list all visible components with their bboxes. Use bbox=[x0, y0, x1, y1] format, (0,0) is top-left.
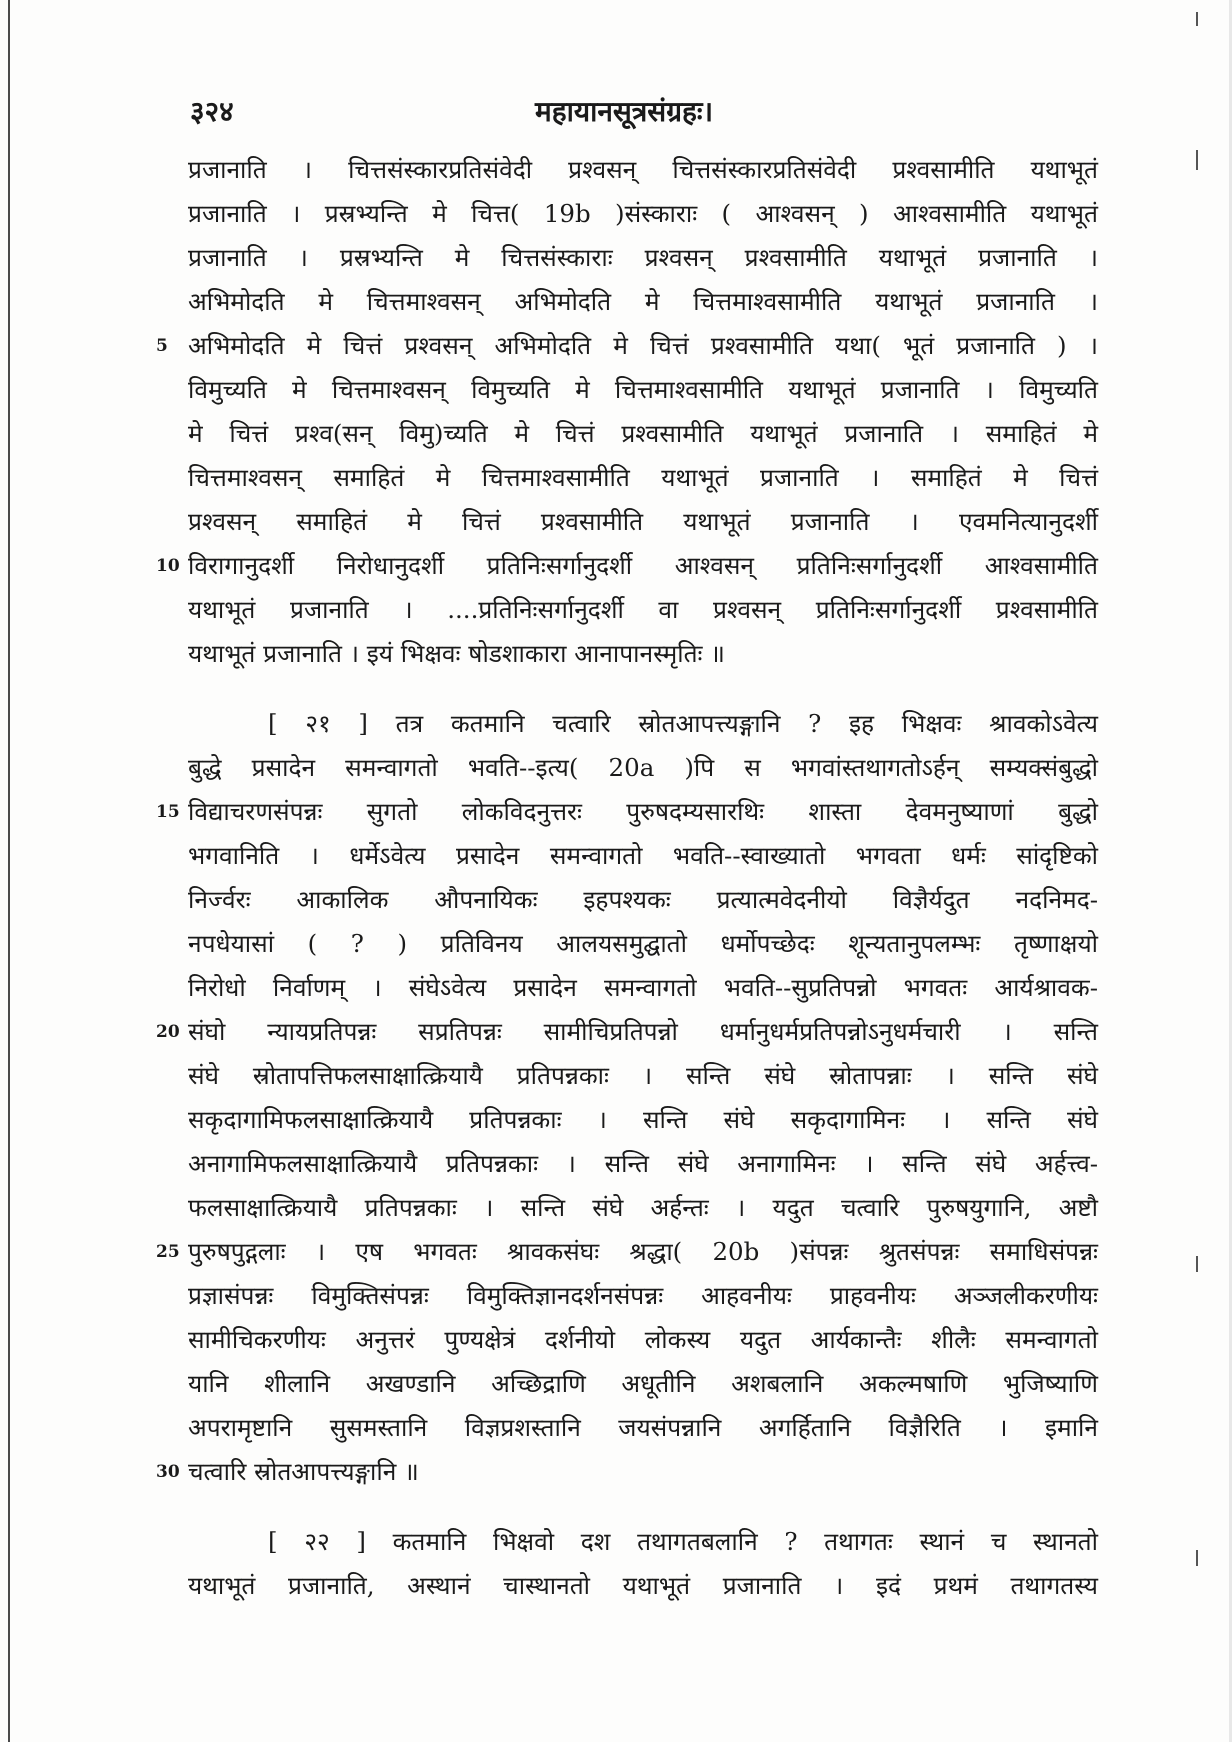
line-text: विरागानुदर्शी निरोधानुदर्शी प्रतिनिःसर्गानुदर्शी आश्वसन् प्रतिनिःसर्गानुदर्शी आश्वसामीति bbox=[188, 551, 1098, 580]
text-line bbox=[188, 966, 1098, 1010]
line-text: चित्तमाश्वसन् समाहितं मे चित्तमाश्वसामीति यथाभूतं प्रजानाति । समाहितं मे चित्तं bbox=[188, 463, 1098, 492]
line-text: नपधेयासां ( ? ) प्रतिविनय आलयसमुद्घातो धर्मोपच्छेदः शून्यतानुपलम्भः तृष्णाक्षयो bbox=[188, 929, 1098, 958]
text-line bbox=[188, 702, 1098, 746]
text-line bbox=[188, 412, 1098, 456]
line-text: चत्वारि स्रोतआपत्त्यङ्गानि ॥ bbox=[188, 1457, 419, 1486]
line-text: संघे स्रोतापत्तिफलसाक्षात्क्रियायै प्रतिपन्नकाः । सन्ति संघे स्रोतापन्नाः । सन्ति संघे bbox=[188, 1061, 1098, 1090]
line-text: प्रज्ञासंपन्नः विमुक्तिसंपन्नः विमुक्तिज्ञानदर्शनसंपन्नः आहवनीयः प्राहवनीयः अञ्जलीकरणीयः bbox=[188, 1281, 1098, 1310]
line-number: 15 bbox=[156, 802, 180, 822]
paragraph bbox=[156, 702, 1098, 1494]
line-text: यथाभूतं प्रजानाति । ....प्रतिनिःसर्गानुदर्शी वा प्रश्वसन् प्रतिनिःसर्गानुदर्शी प्रश्वसामीति bbox=[188, 595, 1098, 624]
line-text: मे चित्तं प्रश्व(सन् विमु)च्यति मे चित्तं प्रश्वसामीति यथाभूतं प्रजानाति । समाहितं मे bbox=[188, 419, 1098, 448]
margin-mark bbox=[1196, 150, 1198, 170]
line-text: यथाभूतं प्रजानाति, अस्थानं चास्थानतो यथाभूतं प्रजानाति । इदं प्रथमं तथागतस्य bbox=[188, 1571, 1098, 1600]
text-line bbox=[188, 500, 1098, 544]
page-left-edge bbox=[8, 0, 10, 1742]
text-line bbox=[188, 1274, 1098, 1318]
body-text bbox=[156, 148, 1098, 1608]
line-text: अभिमोदति मे चित्तं प्रश्वसन् अभिमोदति मे चित्तं प्रश्वसामीति यथा( भूतं प्रजानाति ) । bbox=[188, 331, 1098, 360]
text-line bbox=[156, 790, 1098, 834]
line-text: प्रश्वसन् समाहितं मे चित्तं प्रश्वसामीति यथाभूतं प्रजानाति । एवमनित्यानुदर्शी bbox=[188, 507, 1098, 536]
text-line bbox=[188, 1318, 1098, 1362]
running-head bbox=[0, 92, 1232, 132]
paragraph-gap bbox=[188, 1494, 1098, 1520]
line-text: [ २१ ] तत्र कतमानि चत्वारि स्रोतआपत्त्यङ्गानि ? इह भिक्षवः श्रावकोऽवेत्य bbox=[268, 709, 1098, 738]
line-text: निर्ज्वरः आकालिक औपनायिकः इहपश्यकः प्रत्यात्मवेदनीयो विज्ञैर्यदुत नदनिमद- bbox=[188, 885, 1098, 914]
line-text: सकृदागामिफलसाक्षात्क्रियायै प्रतिपन्नकाः । सन्ति संघे सकृदागामिनः । सन्ति संघे bbox=[188, 1105, 1098, 1134]
text-line bbox=[156, 1010, 1098, 1054]
text-line bbox=[156, 1230, 1098, 1274]
text-line bbox=[188, 1054, 1098, 1098]
line-number: 25 bbox=[156, 1242, 180, 1262]
paragraph bbox=[188, 1520, 1098, 1608]
line-text: अभिमोदति मे चित्तमाश्वसन् अभिमोदति मे चित्तमाश्वसामीति यथाभूतं प्रजानाति । bbox=[188, 287, 1098, 316]
book-title: महायानसूत्रसंग्रहः। bbox=[535, 95, 714, 128]
line-text: विमुच्यति मे चित्तमाश्वसन् विमुच्यति मे चित्तमाश्वसामीति यथाभूतं प्रजानाति । विमुच्यति bbox=[188, 375, 1098, 404]
text-line bbox=[188, 632, 1098, 676]
text-line bbox=[188, 368, 1098, 412]
line-text: प्रजानाति । प्रस्रभ्यन्ति मे चित्तसंस्काराः प्रश्वसन् प्रश्वसामीति यथाभूतं प्रजानाति । bbox=[188, 243, 1098, 272]
text-line bbox=[188, 746, 1098, 790]
line-text: पुरुषपुद्गलाः । एष भगवतः श्रावकसंघः श्रद्धा( 20b )संपन्नः श्रुतसंपन्नः समाधिसंपन्नः bbox=[188, 1237, 1098, 1266]
line-text: निरोधो निर्वाणम् । संघेऽवेत्य प्रसादेन समन्वागतो भवति--सुप्रतिपन्नो भगवतः आर्यश्रावक- bbox=[188, 973, 1098, 1002]
text-line bbox=[188, 1564, 1098, 1608]
text-line bbox=[188, 1520, 1098, 1564]
line-number: 30 bbox=[156, 1462, 180, 1482]
paragraph bbox=[156, 148, 1098, 676]
text-line bbox=[188, 192, 1098, 236]
text-line bbox=[188, 1142, 1098, 1186]
text-line bbox=[156, 324, 1098, 368]
line-text: बुद्धे प्रसादेन समन्वागतो भवति--इत्य( 20a )पि स भगवांस्तथागतोऽर्हन् सम्यक्संबुद्धो bbox=[188, 753, 1098, 782]
text-line bbox=[188, 1186, 1098, 1230]
text-line bbox=[156, 1450, 1098, 1494]
text-line bbox=[188, 1098, 1098, 1142]
line-number: 20 bbox=[156, 1022, 180, 1042]
text-line bbox=[188, 1362, 1098, 1406]
text-line bbox=[188, 922, 1098, 966]
line-number: 5 bbox=[156, 336, 168, 356]
text-line bbox=[188, 834, 1098, 878]
text-line bbox=[188, 148, 1098, 192]
margin-mark bbox=[1196, 12, 1198, 26]
text-line bbox=[188, 1406, 1098, 1450]
line-number: 10 bbox=[156, 556, 180, 576]
line-text: यथाभूतं प्रजानाति । इयं भिक्षवः षोडशाकारा आनापानस्मृतिः ॥ bbox=[188, 639, 725, 668]
line-text: प्रजानाति । प्रस्रभ्यन्ति मे चित्त( 19b )संस्काराः ( आश्वसन् ) आश्वसामीति यथाभूतं bbox=[188, 199, 1098, 228]
line-text: प्रजानाति । चित्तसंस्कारप्रतिसंवेदी प्रश्वसन् चित्तसंस्कारप्रतिसंवेदी प्रश्वसामीति यथाभूतं bbox=[188, 155, 1098, 184]
margin-mark bbox=[1196, 1256, 1198, 1272]
line-text: भगवानिति । धर्मेऽवेत्य प्रसादेन समन्वागतो भवति--स्वाख्यातो भगवता धर्मः सांदृष्टिको bbox=[188, 841, 1098, 870]
text-line bbox=[188, 280, 1098, 324]
text-line bbox=[156, 544, 1098, 588]
paragraph-gap bbox=[188, 676, 1098, 702]
line-text: फलसाक्षात्क्रियायै प्रतिपन्नकाः । सन्ति संघे अर्हन्तः । यदुत चत्वारि पुरुषयुगानि, अष्टौ bbox=[188, 1193, 1098, 1222]
page-number: ३२४ bbox=[190, 95, 234, 128]
line-text: विद्याचरणसंपन्नः सुगतो लोकविदनुत्तरः पुरुषदम्यसारथिः शास्ता देवमनुष्याणां बुद्धो bbox=[188, 797, 1098, 826]
line-text: अनागामिफलसाक्षात्क्रियायै प्रतिपन्नकाः । सन्ति संघे अनागामिनः । सन्ति संघे अर्हत्त्व- bbox=[188, 1149, 1098, 1178]
text-line bbox=[188, 878, 1098, 922]
line-text: सामीचिकरणीयः अनुत्तरं पुण्यक्षेत्रं दर्शनीयो लोकस्य यदुत आर्यकान्तैः शीलैः समन्वागतो bbox=[188, 1325, 1098, 1354]
line-text: यानि शीलानि अखण्डानि अच्छिद्राणि अधूतीनि अशबलानि अकल्मषाणि भुजिष्याणि bbox=[188, 1369, 1098, 1398]
text-line bbox=[188, 456, 1098, 500]
text-line bbox=[188, 236, 1098, 280]
line-text: संघो न्यायप्रतिपन्नः सप्रतिपन्नः सामीचिप्रतिपन्नो धर्मानुधर्मप्रतिपन्नोऽनुधर्मचारी । सन्ति bbox=[188, 1017, 1098, 1046]
line-text: [ २२ ] कतमानि भिक्षवो दश तथागतबलानि ? तथागतः स्थानं च स्थानतो bbox=[268, 1527, 1098, 1556]
margin-mark bbox=[1196, 1550, 1198, 1566]
line-text: अपरामृष्टानि सुसमस्तानि विज्ञप्रशस्तानि जयसंपन्नानि अगर्हितानि विज्ञैरिति । इमानि bbox=[188, 1413, 1098, 1442]
text-line bbox=[188, 588, 1098, 632]
